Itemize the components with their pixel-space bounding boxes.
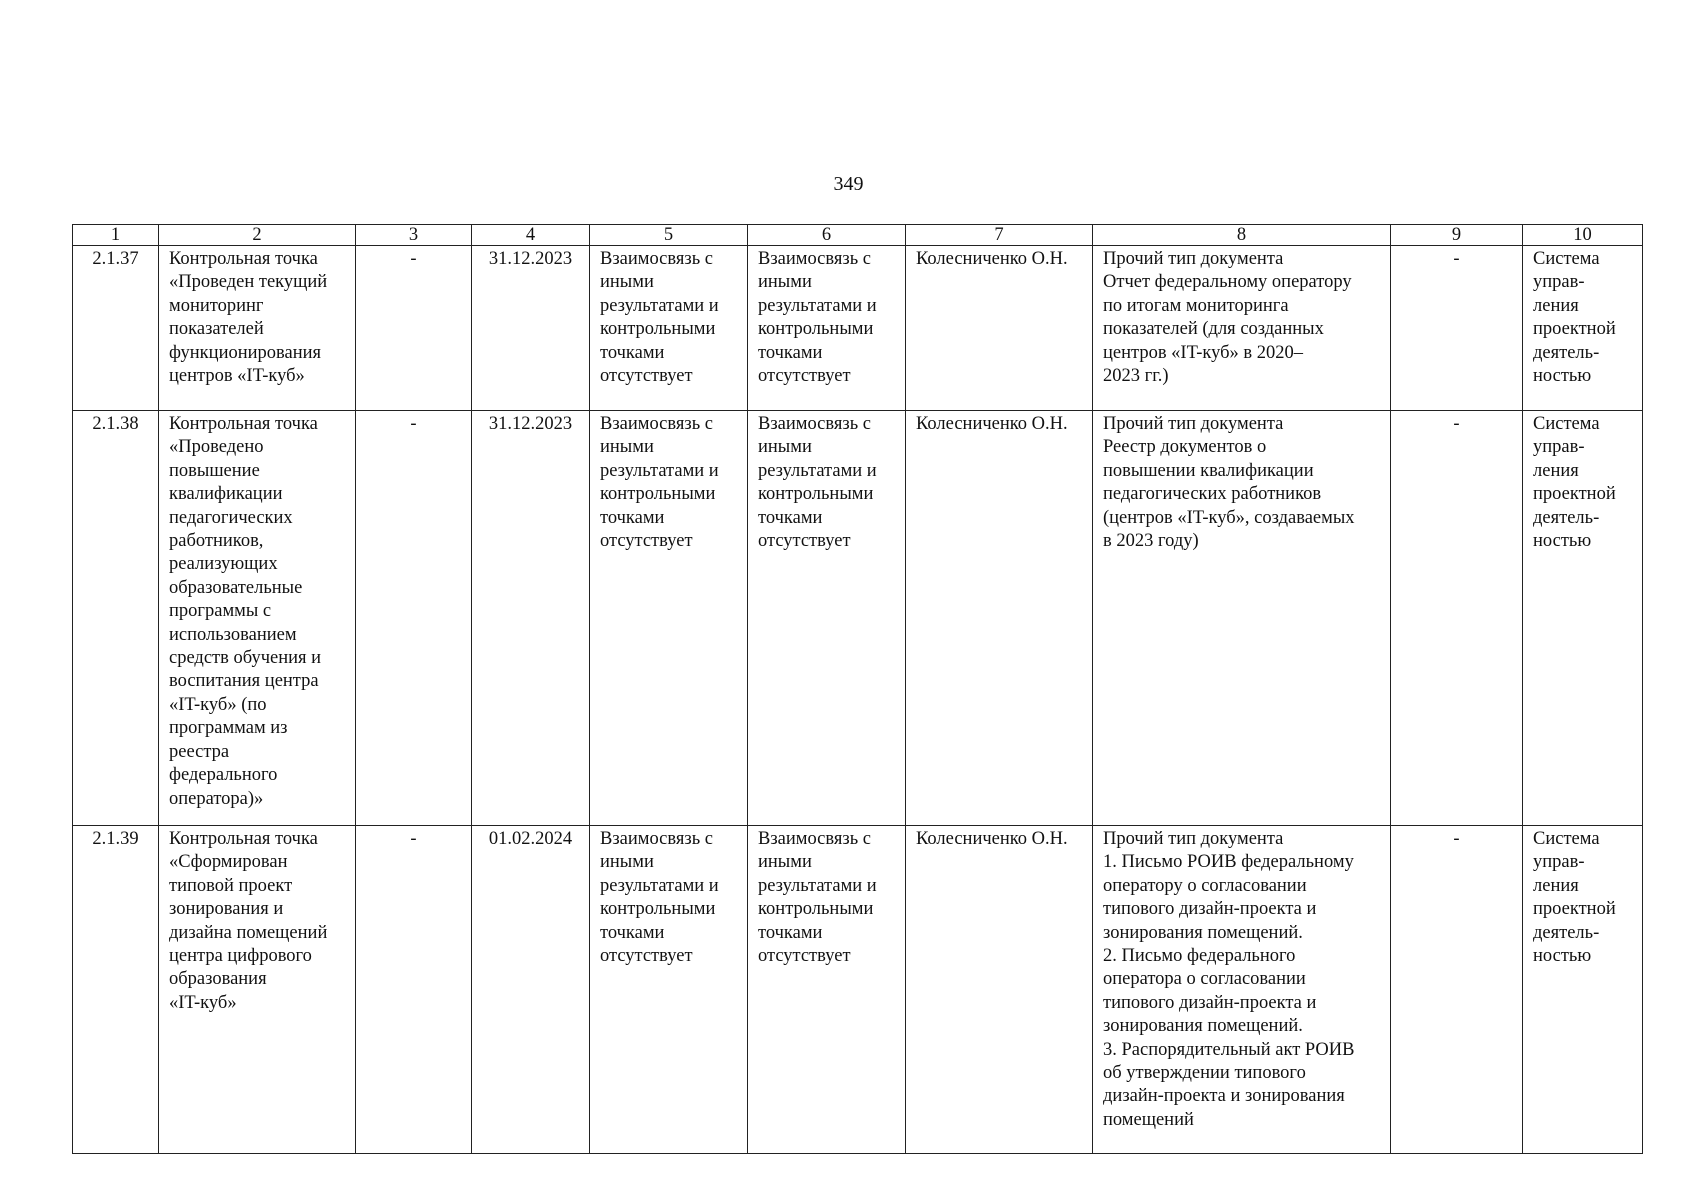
row-number: 2.1.37 bbox=[73, 246, 159, 411]
column-header: 4 bbox=[472, 225, 590, 246]
column-9-value: - bbox=[1391, 246, 1523, 411]
table-row bbox=[73, 246, 1643, 411]
column-9-value: - bbox=[1391, 411, 1523, 826]
column-header: 2 bbox=[159, 225, 356, 246]
document-type: Прочий тип документа Отчет федеральному оператору по итогам мониторинга показателей (для созданных центров «IT-куб» в 2020– 2023 гг.) bbox=[1093, 246, 1391, 411]
page-number: 349 bbox=[833, 173, 864, 195]
information-system: Система управ- ления проектной деятель- ностью bbox=[1523, 411, 1643, 826]
due-date: 31.12.2023 bbox=[472, 411, 590, 826]
column-3-value: - bbox=[356, 411, 472, 826]
column-6-value: Взаимосвязь с иными результатами и контрольными точками отсутствует bbox=[748, 825, 906, 1153]
column-header: 5 bbox=[590, 225, 748, 246]
responsible-person: Колесниченко О.Н. bbox=[906, 825, 1093, 1153]
control-point-title: Контрольная точка «Сформирован типовой проект зонирования и дизайна помещений центра цифрового образования «IT-куб» bbox=[159, 825, 356, 1153]
column-header: 3 bbox=[356, 225, 472, 246]
column-5-value: Взаимосвязь с иными результатами и контрольными точками отсутствует bbox=[590, 246, 748, 411]
table-row bbox=[73, 411, 1643, 826]
document-type: Прочий тип документа 1. Письмо РОИВ федеральному оператору о согласовании типового дизайн-проекта и зонирования помещений. 2. Письмо федерального оператора о согласовании типового дизайн-проекта и зонирования помещений. 3. Распорядительный акт РОИВ об утверждении типового дизайн-проекта и зонирования помещений bbox=[1093, 825, 1391, 1153]
table-row bbox=[73, 825, 1643, 1153]
responsible-person: Колесниченко О.Н. bbox=[906, 411, 1093, 826]
column-header: 6 bbox=[748, 225, 906, 246]
due-date: 31.12.2023 bbox=[472, 246, 590, 411]
column-6-value: Взаимосвязь с иными результатами и контрольными точками отсутствует bbox=[748, 246, 906, 411]
responsible-person: Колесниченко О.Н. bbox=[906, 246, 1093, 411]
control-point-title: Контрольная точка «Проведен текущий мониторинг показателей функционирования центров «IT-куб» bbox=[159, 246, 356, 411]
row-number: 2.1.38 bbox=[73, 411, 159, 826]
control-points-table bbox=[72, 224, 1643, 1154]
information-system: Система управ- ления проектной деятель- ностью bbox=[1523, 246, 1643, 411]
due-date: 01.02.2024 bbox=[472, 825, 590, 1153]
column-header: 8 bbox=[1093, 225, 1391, 246]
column-5-value: Взаимосвязь с иными результатами и контрольными точками отсутствует bbox=[590, 411, 748, 826]
column-header: 9 bbox=[1391, 225, 1523, 246]
column-6-value: Взаимосвязь с иными результатами и контрольными точками отсутствует bbox=[748, 411, 906, 826]
row-number: 2.1.39 bbox=[73, 825, 159, 1153]
column-header: 7 bbox=[906, 225, 1093, 246]
column-3-value: - bbox=[356, 825, 472, 1153]
information-system: Система управ- ления проектной деятель- ностью bbox=[1523, 825, 1643, 1153]
control-point-title: Контрольная точка «Проведено повышение квалификации педагогических работников, реализующих образовательные программы с использованием средств обучения и воспитания центра «IT-куб» (по программам из реестра федерального оператора)» bbox=[159, 411, 356, 826]
column-9-value: - bbox=[1391, 825, 1523, 1153]
document-type: Прочий тип документа Реестр документов о повышении квалификации педагогических работников (центров «IT-куб», создаваемых в 2023 году) bbox=[1093, 411, 1391, 826]
column-number-header bbox=[73, 225, 1643, 246]
column-3-value: - bbox=[356, 246, 472, 411]
column-5-value: Взаимосвязь с иными результатами и контрольными точками отсутствует bbox=[590, 825, 748, 1153]
column-header: 1 bbox=[73, 225, 159, 246]
column-header: 10 bbox=[1523, 225, 1643, 246]
